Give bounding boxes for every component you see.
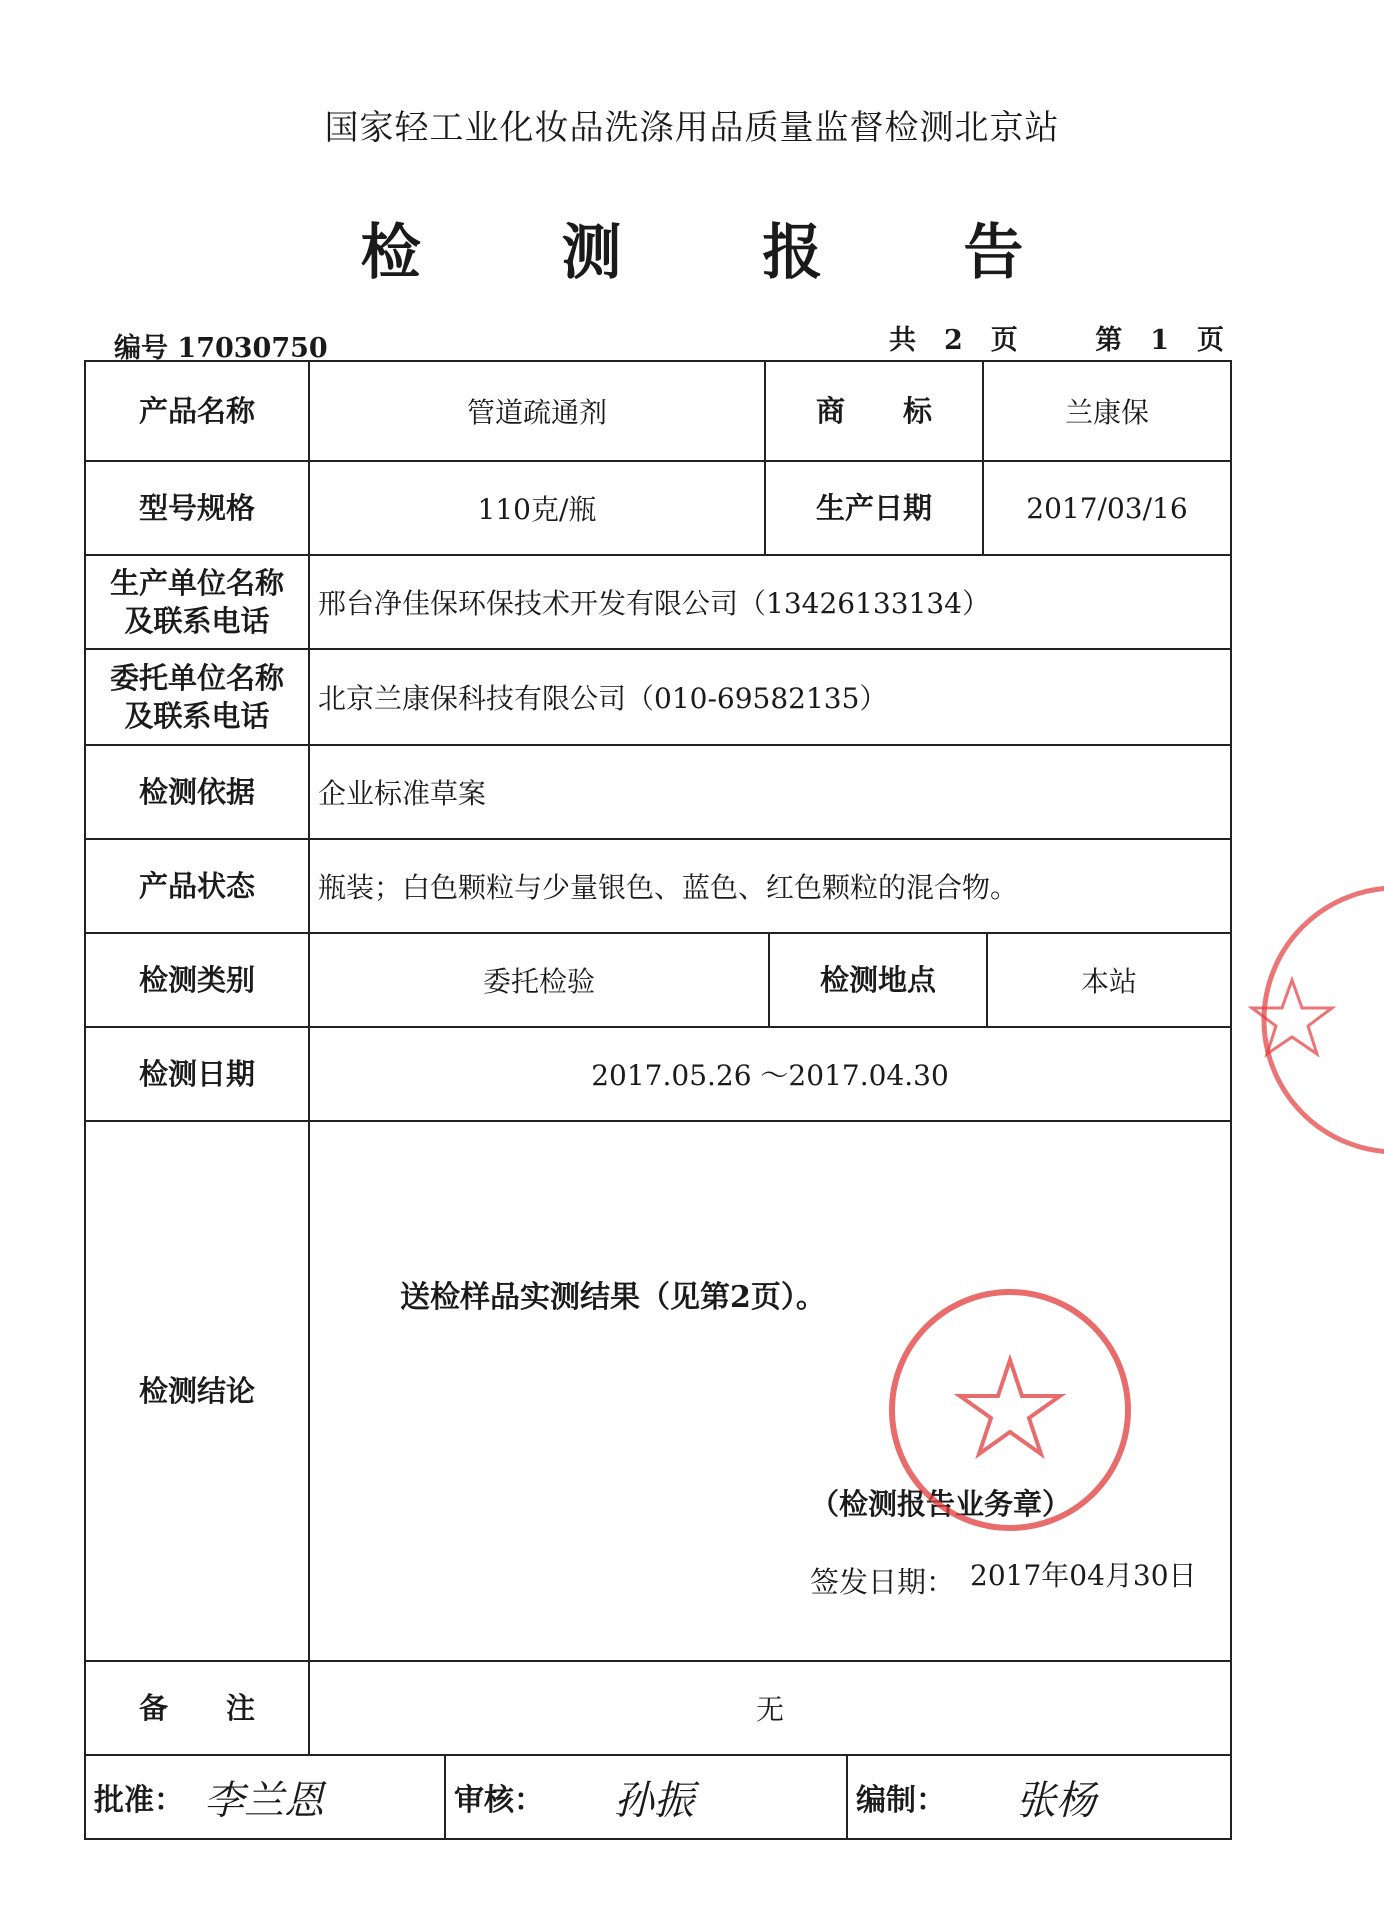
- client-label-line1: 委托单位名称: [109, 661, 284, 695]
- remarks: 无: [308, 1660, 1232, 1756]
- total-pages: 2: [944, 325, 963, 356]
- product-name-label: 产品名称: [84, 360, 310, 462]
- total-pages-label: 共: [889, 325, 916, 356]
- category: 委托检验: [308, 932, 770, 1028]
- prepare-signature: 张杨: [1016, 1777, 1096, 1824]
- issue-date-label: 签发日期：: [810, 1565, 956, 1599]
- state-label: 产品状态: [84, 838, 310, 934]
- report-number-value: 17030750: [177, 333, 328, 364]
- remarks-label: 备 注: [84, 1660, 310, 1756]
- manufacturer-label: [84, 554, 310, 650]
- seal-note: （检测报告业务章）: [810, 1487, 1072, 1521]
- current-page: 1: [1150, 325, 1169, 356]
- production-date-label: 生产日期: [764, 460, 984, 556]
- page-unit-2: 页: [1197, 325, 1224, 356]
- review-label: 审核：: [454, 1783, 544, 1818]
- location: 本站: [986, 932, 1232, 1028]
- report-number-label: 编号: [114, 333, 168, 364]
- brand-label: 商 标: [764, 360, 984, 462]
- review-signature: 孙振: [614, 1777, 694, 1824]
- location-label: 检测地点: [768, 932, 988, 1028]
- product-name: 管道疏通剂: [308, 360, 766, 462]
- model: 110克/瓶: [308, 460, 766, 556]
- approve-cell: [84, 1754, 446, 1840]
- date-label: 检测日期: [84, 1026, 310, 1122]
- manufacturer: 邢台净佳保环保技术开发有限公司（13426133134）: [308, 554, 1232, 650]
- brand: 兰康保: [982, 360, 1232, 462]
- review-cell: [444, 1754, 848, 1840]
- report-title: 检 测 报 告: [360, 218, 1084, 288]
- manufacturer-label-line1: 生产单位名称: [109, 566, 284, 600]
- client-label: [84, 648, 310, 746]
- client: 北京兰康保科技有限公司（010-69582135）: [308, 648, 1232, 746]
- client-label-line2: 及联系电话: [124, 699, 270, 733]
- category-label: 检测类别: [84, 932, 310, 1028]
- date-range: 2017.05.26 ～2017.04.30: [308, 1026, 1232, 1122]
- conclusion-label: 检测结论: [84, 1120, 310, 1662]
- page-indicator: [875, 318, 1238, 357]
- issue-date: 2017年04月30日: [970, 1559, 1197, 1592]
- model-label: 型号规格: [84, 460, 310, 556]
- org-title: 国家轻工业化妆品洗涤用品质量监督检测北京站: [324, 108, 1060, 148]
- prepare-label: 编制：: [856, 1783, 946, 1818]
- prepare-cell: [846, 1754, 1232, 1840]
- report-table: [84, 360, 1232, 1840]
- state: 瓶装；白色颗粒与少量银色、蓝色、红色颗粒的混合物。: [308, 838, 1232, 934]
- production-date: 2017/03/16: [982, 460, 1232, 556]
- approve-label: 批准：: [94, 1783, 184, 1818]
- current-page-label: 第: [1095, 325, 1123, 356]
- official-seal: [880, 1280, 1140, 1540]
- edge-seal: [1236, 880, 1384, 1160]
- conclusion-text: 送检样品实测结果（见第2页）。: [400, 1280, 826, 1315]
- approve-signature: 李兰恩: [204, 1777, 324, 1824]
- basis-label: 检测依据: [84, 744, 310, 840]
- manufacturer-label-line2: 及联系电话: [124, 604, 270, 638]
- page-unit-1: 页: [990, 325, 1018, 356]
- basis: 企业标准草案: [308, 744, 1232, 840]
